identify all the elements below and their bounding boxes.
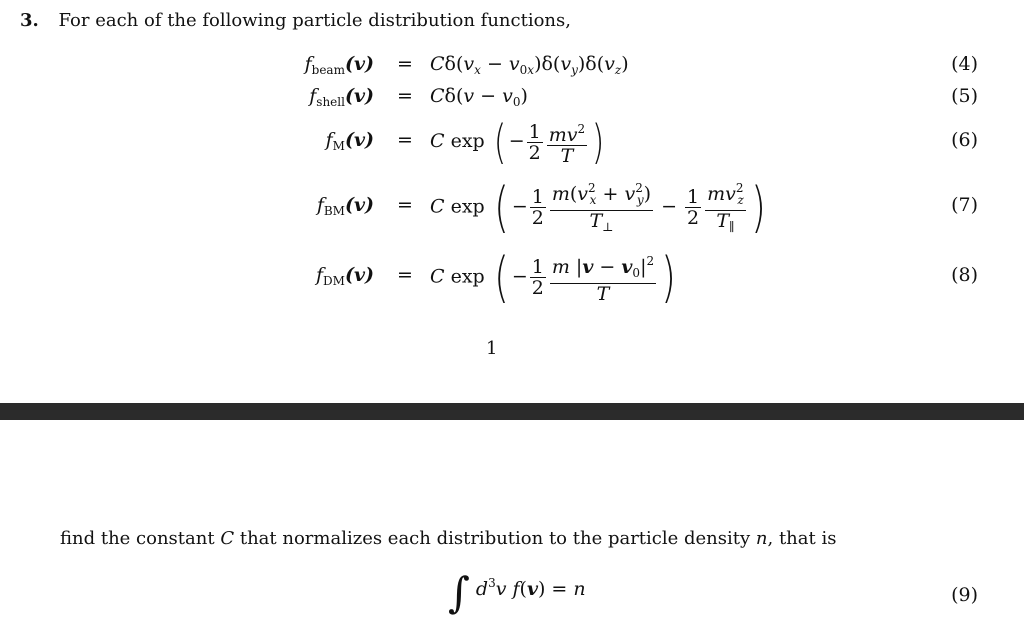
equals-sign: = xyxy=(397,129,413,151)
problem-number: 3. xyxy=(20,10,39,31)
equation-rhs: $C\delta(v - v_0)$ xyxy=(430,85,528,109)
equation-shell xyxy=(0,85,1024,111)
equation-lhs: $f_{BM}(v)$ xyxy=(316,194,374,218)
equals-sign: = xyxy=(397,264,413,286)
problem-heading xyxy=(20,10,571,31)
equation-lhs: $f_{DM}(v)$ xyxy=(316,264,374,288)
equation-rhs: C exp ( − $\frac{1}{2}$ $\frac{mv^2}{T}$ ) xyxy=(430,115,605,169)
equation-number: (9) xyxy=(951,584,978,606)
instruction-text: find the constant C that normalizes each distribution to the particle density n, that is xyxy=(60,528,837,549)
equation-number: (4) xyxy=(951,53,978,75)
equals-sign: = xyxy=(397,194,413,216)
equation-number: (6) xyxy=(951,129,978,151)
equals-sign: = xyxy=(397,53,413,75)
equation-number: (8) xyxy=(951,264,978,286)
equation-rhs: C exp ( − $\frac{1}{2}$ $\frac{m |v - v_0|^2}{T}$ ) xyxy=(430,246,677,309)
page-number: 1 xyxy=(486,338,498,359)
normalization-expression: ∫ $d^3v$ f(v) = n xyxy=(448,568,586,617)
equation-bimaxwell xyxy=(0,176,1024,239)
equals-sign: = xyxy=(397,85,413,107)
equation-lhs: $f_{shell}(v)$ xyxy=(309,85,374,109)
equation-lhs: $f_M(v)$ xyxy=(325,129,374,153)
equation-maxwell xyxy=(0,115,1024,167)
equation-drifting xyxy=(0,246,1024,309)
equation-number: (7) xyxy=(951,194,978,216)
equation-number: (5) xyxy=(951,85,978,107)
equation-beam xyxy=(0,53,1024,79)
problem-intro: For each of the following particle distribution functions, xyxy=(58,10,571,31)
equation-rhs: C exp ( − $\frac{1}{2}$ $\frac{m(v^2_x + v^2_y)}{T_\perp}$ − $\frac{1}{2}$ $\frac{mv^2_z}{T_\parallel}$ ) xyxy=(430,176,766,239)
equation-rhs: $C\delta(v_x - v_{0x})\delta(v_y)\delta(v_z)$ xyxy=(430,53,629,77)
equation-lhs: $f_{beam}(v)$ xyxy=(304,53,374,77)
equation-normalization xyxy=(0,568,1024,628)
page-divider xyxy=(0,403,1024,420)
